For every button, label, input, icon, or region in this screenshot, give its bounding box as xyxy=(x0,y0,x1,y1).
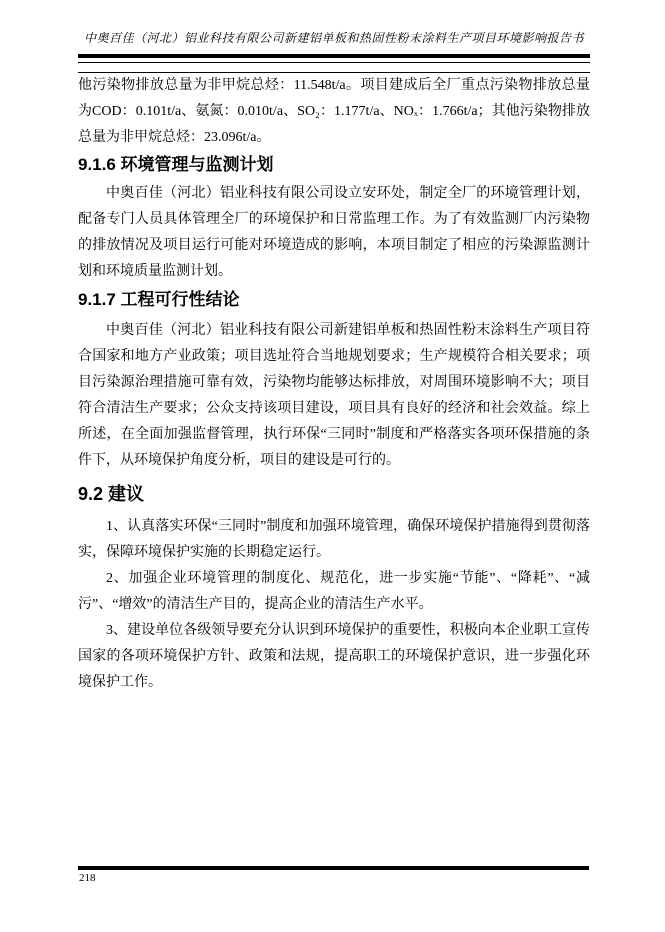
document-content xyxy=(78,72,590,696)
section-heading-9-2: 9.2 建议 xyxy=(78,484,145,504)
section-9-1-6-paragraph: 中奥百佳（河北）铝业科技有限公司设立安环处，制定全厂的环境管理计划，配备专门人员具体管理全厂的环境保护和日常监理工作。为了有效监测厂内污染物的排放情况及项目运行可能对环境造成的影响，本项目制定了相应的污染源监测计划和环境质量监测计划。 xyxy=(78,186,590,279)
page-header xyxy=(78,0,590,63)
footer-rule xyxy=(78,866,589,870)
section-9-2-paragraph-1: 1、认真落实环保“三同时”制度和加强环境管理，确保环境保护措施得到贯彻落实，保障环境保护实施的长期稳定运行。 xyxy=(78,519,590,560)
section-9-1-7-paragraph: 中奥百佳（河北）铝业科技有限公司新建铝单板和热固性粉末涂料生产项目符合国家和地方产业政策；项目选址符合当地规划要求；生产规模符合相关要求；项目污染源治理措施可靠有效，污染物均能够达标排放，对周围环境影响不大；项目符合清洁生产要求；公众支持该项目建设，项目具有良好的经济和社会效益。综上所述，在全面加强监督管理，执行环保“三同时”制度和严格落实各项环保措施的条件下，从环境保护角度分析，项目的建设是可行的。 xyxy=(78,323,590,468)
section-9-2-paragraph-2: 2、加强企业环境管理的制度化、规范化，进一步实施“节能”、“降耗”、“减污”、“增效”的清洁生产目的，提高企业的清洁生产水平。 xyxy=(78,571,590,612)
header-title: 中奥百佳（河北）铝业科技有限公司新建铝单板和热固性粉末涂料生产项目环境影响报告书 xyxy=(83,31,584,45)
page-number: 218 xyxy=(79,872,96,884)
header-rule-thin xyxy=(78,62,590,63)
header-rule-thick xyxy=(78,54,590,58)
section-heading-9-1-7: 9.1.7 工程可行性结论 xyxy=(78,290,240,309)
section-heading-9-1-6: 9.1.6 环境管理与监测计划 xyxy=(78,155,274,174)
section-9-2-paragraph-3: 3、建设单位各级领导要充分认识到环境保护的重要性，积极向本企业职工宣传国家的各项环境保护方针、政策和法规，提高职工的环境保护意识，进一步强化环境保护工作。 xyxy=(78,623,590,690)
intro-paragraph: 他污染物排放总量为非甲烷总烃：11.548t/a。项目建成后全厂重点污染物排放总量为COD：0.101t/a、氨氮：0.010t/a、SO₂：1.177t/a、NOₓ：1.766t/a；其他污染物排放总量为非甲烷总烃：23.096t/a。 xyxy=(78,78,590,145)
